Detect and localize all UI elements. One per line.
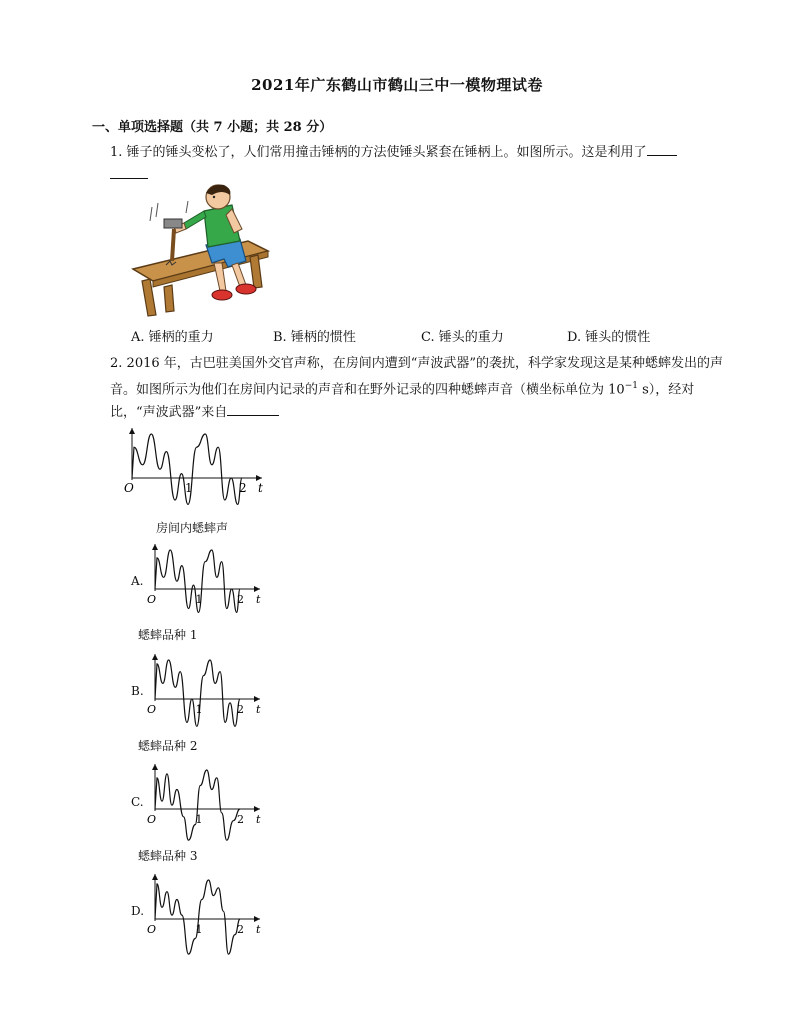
x-axis-arrow bbox=[254, 696, 260, 702]
t-axis-label: t bbox=[256, 703, 261, 716]
option-a-caption: 蟋蟀品种 1 bbox=[138, 628, 198, 642]
option-c[interactable]: C. 锤头的重力 bbox=[421, 330, 504, 345]
option-a-waveform bbox=[145, 540, 270, 612]
hammer-illustration bbox=[128, 183, 270, 318]
origin-label: O bbox=[147, 593, 157, 606]
exponent: −1 bbox=[624, 381, 638, 391]
y-axis-arrow bbox=[152, 874, 158, 880]
tick-label-2: 2 bbox=[237, 703, 244, 716]
tick-label-2: 2 bbox=[237, 593, 244, 606]
tick-label-2: 2 bbox=[239, 481, 247, 495]
question-number: 2. bbox=[110, 356, 123, 371]
y-axis-arrow bbox=[152, 764, 158, 770]
tick-label-1: 1 bbox=[195, 813, 203, 826]
question-2 bbox=[110, 353, 730, 424]
option-a-letter[interactable]: A. bbox=[131, 574, 144, 588]
option-b-letter[interactable]: B. bbox=[131, 684, 144, 698]
question-text-end: s），经对比，“声波武器”来自 bbox=[110, 382, 695, 421]
origin-label: O bbox=[147, 703, 157, 716]
option-b-waveform bbox=[145, 650, 270, 722]
y-axis-arrow bbox=[152, 654, 158, 660]
y-axis-arrow bbox=[152, 544, 158, 550]
t-axis-label: t bbox=[256, 593, 261, 606]
figure-caption: 房间内蟋蟀声 bbox=[156, 521, 229, 535]
answer-blank bbox=[647, 141, 677, 156]
question-text: 2016 年，古巴驻美国外交官声称，在房间内遭到“声波武器”的袭扰，科学家发现这是某种蟋蟀发出的声音。如图所示为他们在房间内记录的声音和在野外记录的四种蟋蟀声音（横坐标单位为 10 bbox=[110, 356, 724, 398]
origin-label: O bbox=[147, 923, 157, 936]
option-d[interactable]: D. 锤头的惯性 bbox=[567, 330, 651, 345]
tick-label-2: 2 bbox=[237, 923, 244, 936]
option-c-letter[interactable]: C. bbox=[131, 795, 144, 809]
option-b[interactable]: B. 锤柄的惯性 bbox=[273, 330, 356, 345]
answer-blank bbox=[110, 164, 148, 179]
x-axis-arrow bbox=[254, 586, 260, 592]
x-axis-arrow bbox=[254, 916, 260, 922]
option-c-waveform bbox=[145, 760, 270, 832]
t-axis-label: t bbox=[256, 923, 261, 936]
question-number: 1. bbox=[110, 145, 123, 160]
tick-label-1: 1 bbox=[195, 703, 203, 716]
x-axis-arrow bbox=[254, 806, 260, 812]
waveform-trace bbox=[155, 770, 240, 840]
answer-blank bbox=[227, 401, 279, 416]
option-a[interactable]: A. 锤柄的重力 bbox=[131, 330, 214, 345]
origin-label: O bbox=[147, 813, 157, 826]
tick-label-1: 1 bbox=[185, 481, 193, 495]
room-waveform bbox=[122, 424, 272, 504]
origin-label: O bbox=[124, 481, 134, 495]
page-title: 2021年广东鹤山市鹤山三中一模物理试卷 bbox=[251, 76, 543, 94]
question-1 bbox=[110, 141, 740, 187]
tick-label-1: 1 bbox=[195, 923, 203, 936]
option-d-letter[interactable]: D. bbox=[131, 904, 145, 918]
waveform-trace bbox=[155, 880, 240, 954]
waveform-trace bbox=[155, 660, 240, 726]
question-text: 锤子的锤头变松了，人们常用撞击锤柄的方法使锤头紧套在锤柄上。如图所示。这是利用了 bbox=[126, 145, 647, 160]
section-heading: 一、单项选择题（共 7 小题；共 28 分） bbox=[92, 120, 333, 135]
y-axis-arrow bbox=[129, 428, 135, 434]
option-b-caption: 蟋蟀品种 2 bbox=[138, 739, 198, 753]
tick-label-1: 1 bbox=[195, 593, 203, 606]
option-d-waveform bbox=[145, 870, 270, 942]
t-axis-label: t bbox=[258, 481, 263, 495]
tick-label-2: 2 bbox=[237, 813, 244, 826]
option-c-caption: 蟋蟀品种 3 bbox=[138, 849, 198, 863]
t-axis-label: t bbox=[256, 813, 261, 826]
